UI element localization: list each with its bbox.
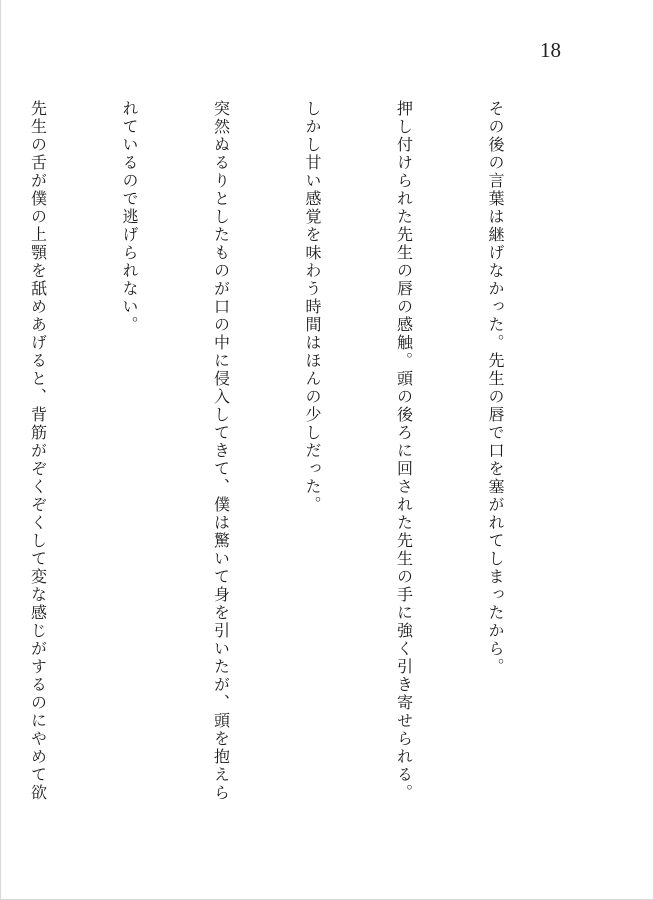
body-text (28, 100, 571, 860)
page-number: 18 (540, 38, 561, 62)
text-line: しかし甘い感覚を味わう時間はほんの少しだった。 (303, 100, 322, 514)
text-line: 先生の舌が僕の上顎を舐めあげると、背筋がぞくぞくして変な感じがするのにやめて欲 (28, 100, 48, 802)
text-line: その後の言葉は継げなかった。先生の唇で口を塞がれてしまったから。 (486, 100, 505, 676)
text-line: 突然ぬるりとしたものが口の中に侵入してきて、僕は驚いて身を引いたが、頭を抱えら (211, 100, 231, 802)
text-line: 押し付けられた先生の唇の感触。頭の後ろに回された先生の手に強く引き寄せられる。 (394, 100, 414, 802)
text-line: れているので逃げられない。 (120, 100, 139, 334)
